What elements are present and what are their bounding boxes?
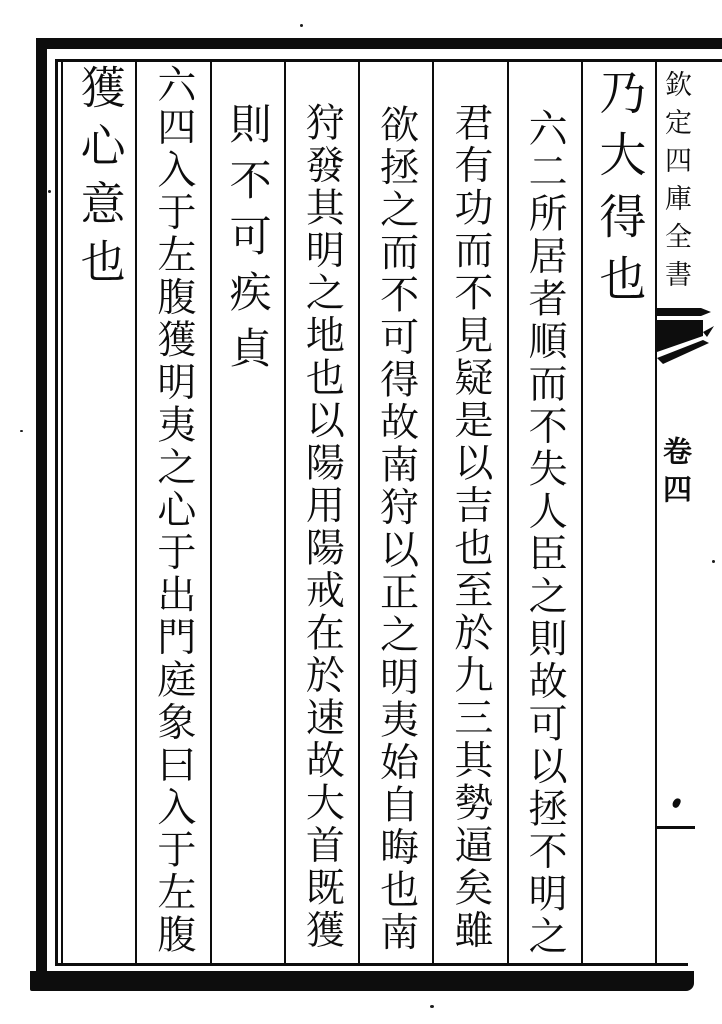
text-column: [135, 62, 209, 963]
scan-noise: [48, 190, 51, 193]
text-column: [358, 62, 432, 963]
column-text: 獲心意也: [72, 64, 126, 296]
text-area: [61, 62, 655, 963]
column-text: 狩發其明之地也以陽用陽戒在於速故大首既獲: [299, 102, 345, 952]
text-column: [507, 62, 581, 963]
scan-noise: [300, 24, 303, 27]
volume-label: 卷四: [659, 436, 693, 512]
fishtail-marker-icon: [657, 306, 715, 370]
column-text: 六二所居者順而不失人臣之則故可以拯不明之: [522, 108, 568, 958]
column-text: 則不可疾貞: [223, 102, 273, 382]
text-column: [432, 62, 506, 963]
ink-speck: [671, 797, 682, 809]
inner-border-left: [55, 59, 58, 966]
scan-noise: [712, 560, 715, 563]
text-column: [210, 62, 284, 963]
scan-noise: [20, 430, 23, 432]
text-column: [61, 62, 135, 963]
column-text: 欲拯之而不可得故南狩以正之明夷始自晦也南: [373, 104, 419, 954]
text-column: [581, 62, 655, 963]
inner-border-bottom: [58, 963, 688, 966]
margin-column: [655, 62, 722, 963]
outer-border-top: [36, 38, 722, 49]
column-text: 君有功而不見疑是以吉也至於九三其勢逼矣雖: [447, 102, 493, 952]
outer-border-bottom: [30, 971, 694, 991]
outer-border-left: [36, 38, 47, 990]
column-text: 六四入于左腹獲明夷之心于出門庭象曰入于左腹: [150, 64, 196, 957]
book-title: 欽定四庫全書: [660, 70, 691, 298]
text-column: [284, 62, 358, 963]
margin-dash: [657, 826, 695, 829]
scan-noise: [430, 1005, 434, 1008]
column-text: 乃大得也: [591, 68, 647, 316]
